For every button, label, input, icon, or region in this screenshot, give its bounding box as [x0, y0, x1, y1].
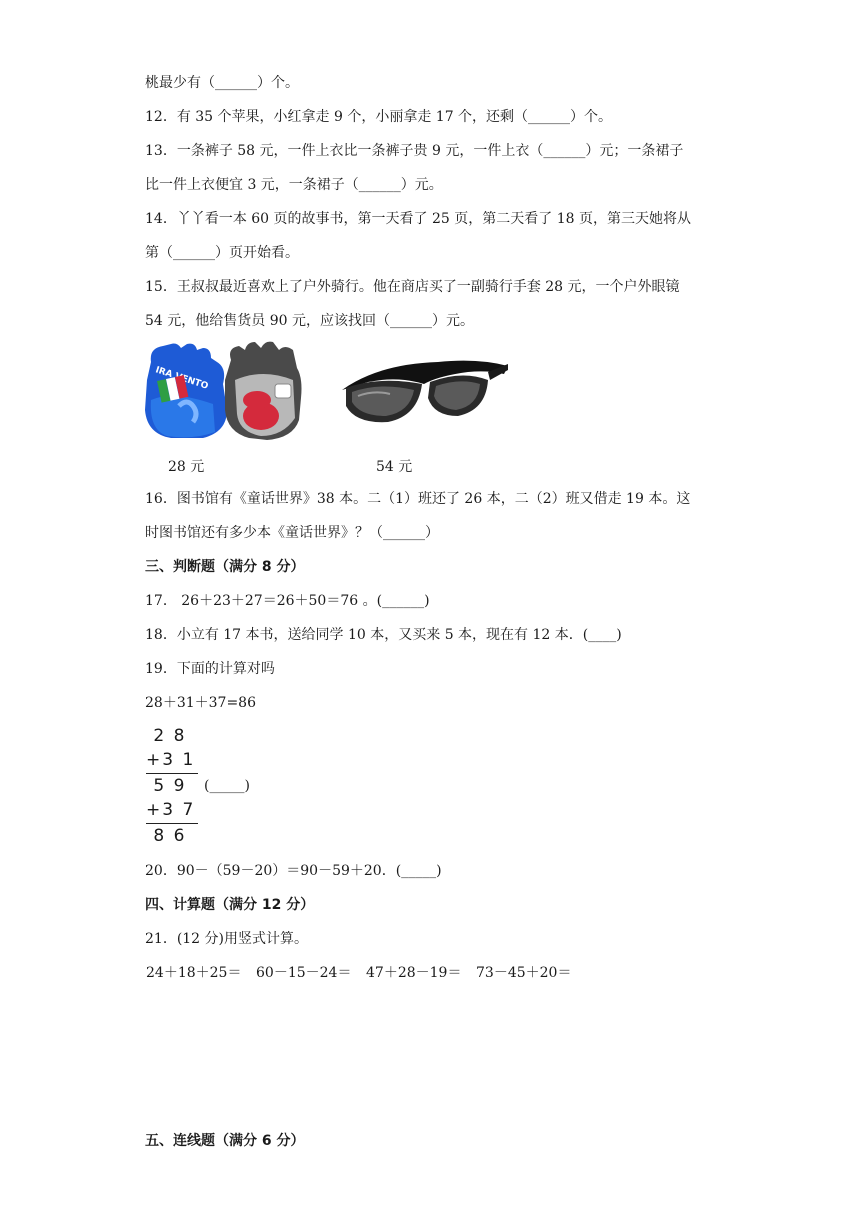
vertical-calculation: [146, 726, 206, 848]
section-3-heading: 三、判断题（满分 8 分）: [145, 559, 305, 575]
cycling-gloves-image: [143, 340, 308, 440]
q11-tail: 桃最少有（______）个。: [145, 75, 299, 91]
q19-expression: 28＋31＋37=86: [145, 695, 256, 711]
vertical-row-5: 8 6: [146, 826, 187, 846]
q19-text: 19．下面的计算对吗: [145, 661, 275, 677]
calc-3: 47＋28－19＝: [366, 965, 462, 981]
q16-line1: 16．图书馆有《童话世界》38 本。二（1）班还了 26 本，二（2）班又借走 19 本。这: [145, 491, 691, 507]
q17-text: 17． 26＋23＋27＝26＋50＝76 。(______): [145, 593, 430, 609]
q13-line2: 比一件上衣便宜 3 元，一条裙子（______）元。: [145, 177, 443, 193]
gloves-price: 28 元: [168, 459, 205, 475]
q14-line1: 14．丫丫看一本 60 页的故事书，第一天看了 25 页，第二天看了 18 页，第三天她将从: [145, 211, 691, 227]
gloves-brand-text: IRA VENTO: [154, 365, 210, 392]
q19-answer-blank: (_____): [204, 778, 250, 794]
q15-line1: 15．王叔叔最近喜欢上了户外骑行。他在商店买了一副骑行手套 28 元，一个户外眼镜: [145, 279, 680, 295]
q20-text: 20．90－（59－20）＝90－59＋20．(_____): [145, 863, 442, 879]
section-5-heading: 五、连线题（满分 6 分）: [145, 1133, 305, 1149]
q16-line2: 时图书馆还有多少本《童话世界》？（______）: [145, 525, 439, 541]
q12-text: 12．有 35 个苹果，小红拿走 9 个，小丽拿走 17 个，还剩（______）个。: [145, 109, 613, 125]
q18-text: 18．小立有 17 本书，送给同学 10 本，又买来 5 本，现在有 12 本．(____): [145, 627, 622, 643]
q15-line2: 54 元，他给售货员 90 元，应该找回（______）元。: [145, 313, 474, 329]
glasses-price: 54 元: [376, 459, 413, 475]
vertical-row-3: 5 9: [146, 776, 187, 796]
vertical-row-2: +3 1: [146, 750, 196, 770]
q14-line2: 第（______）页开始看。: [145, 245, 299, 261]
vertical-line-1: [146, 773, 198, 774]
vertical-row-4: +3 7: [146, 800, 196, 820]
q13-line1: 13．一条裤子 58 元，一件上衣比一条裤子贵 9 元，一件上衣（______）元；一条裙子: [145, 143, 684, 159]
q21-text: 21．(12 分)用竖式计算。: [145, 931, 309, 947]
vertical-row-1: 2 8: [146, 726, 187, 746]
calc-1: 24＋18＋25＝: [146, 965, 242, 981]
calc-2: 60－15－24＝: [256, 965, 352, 981]
calc-4: 73－45＋20＝: [476, 965, 572, 981]
section-4-heading: 四、计算题（满分 12 分）: [145, 897, 315, 913]
vertical-line-2: [146, 823, 198, 824]
sunglasses-image: [338, 350, 510, 432]
